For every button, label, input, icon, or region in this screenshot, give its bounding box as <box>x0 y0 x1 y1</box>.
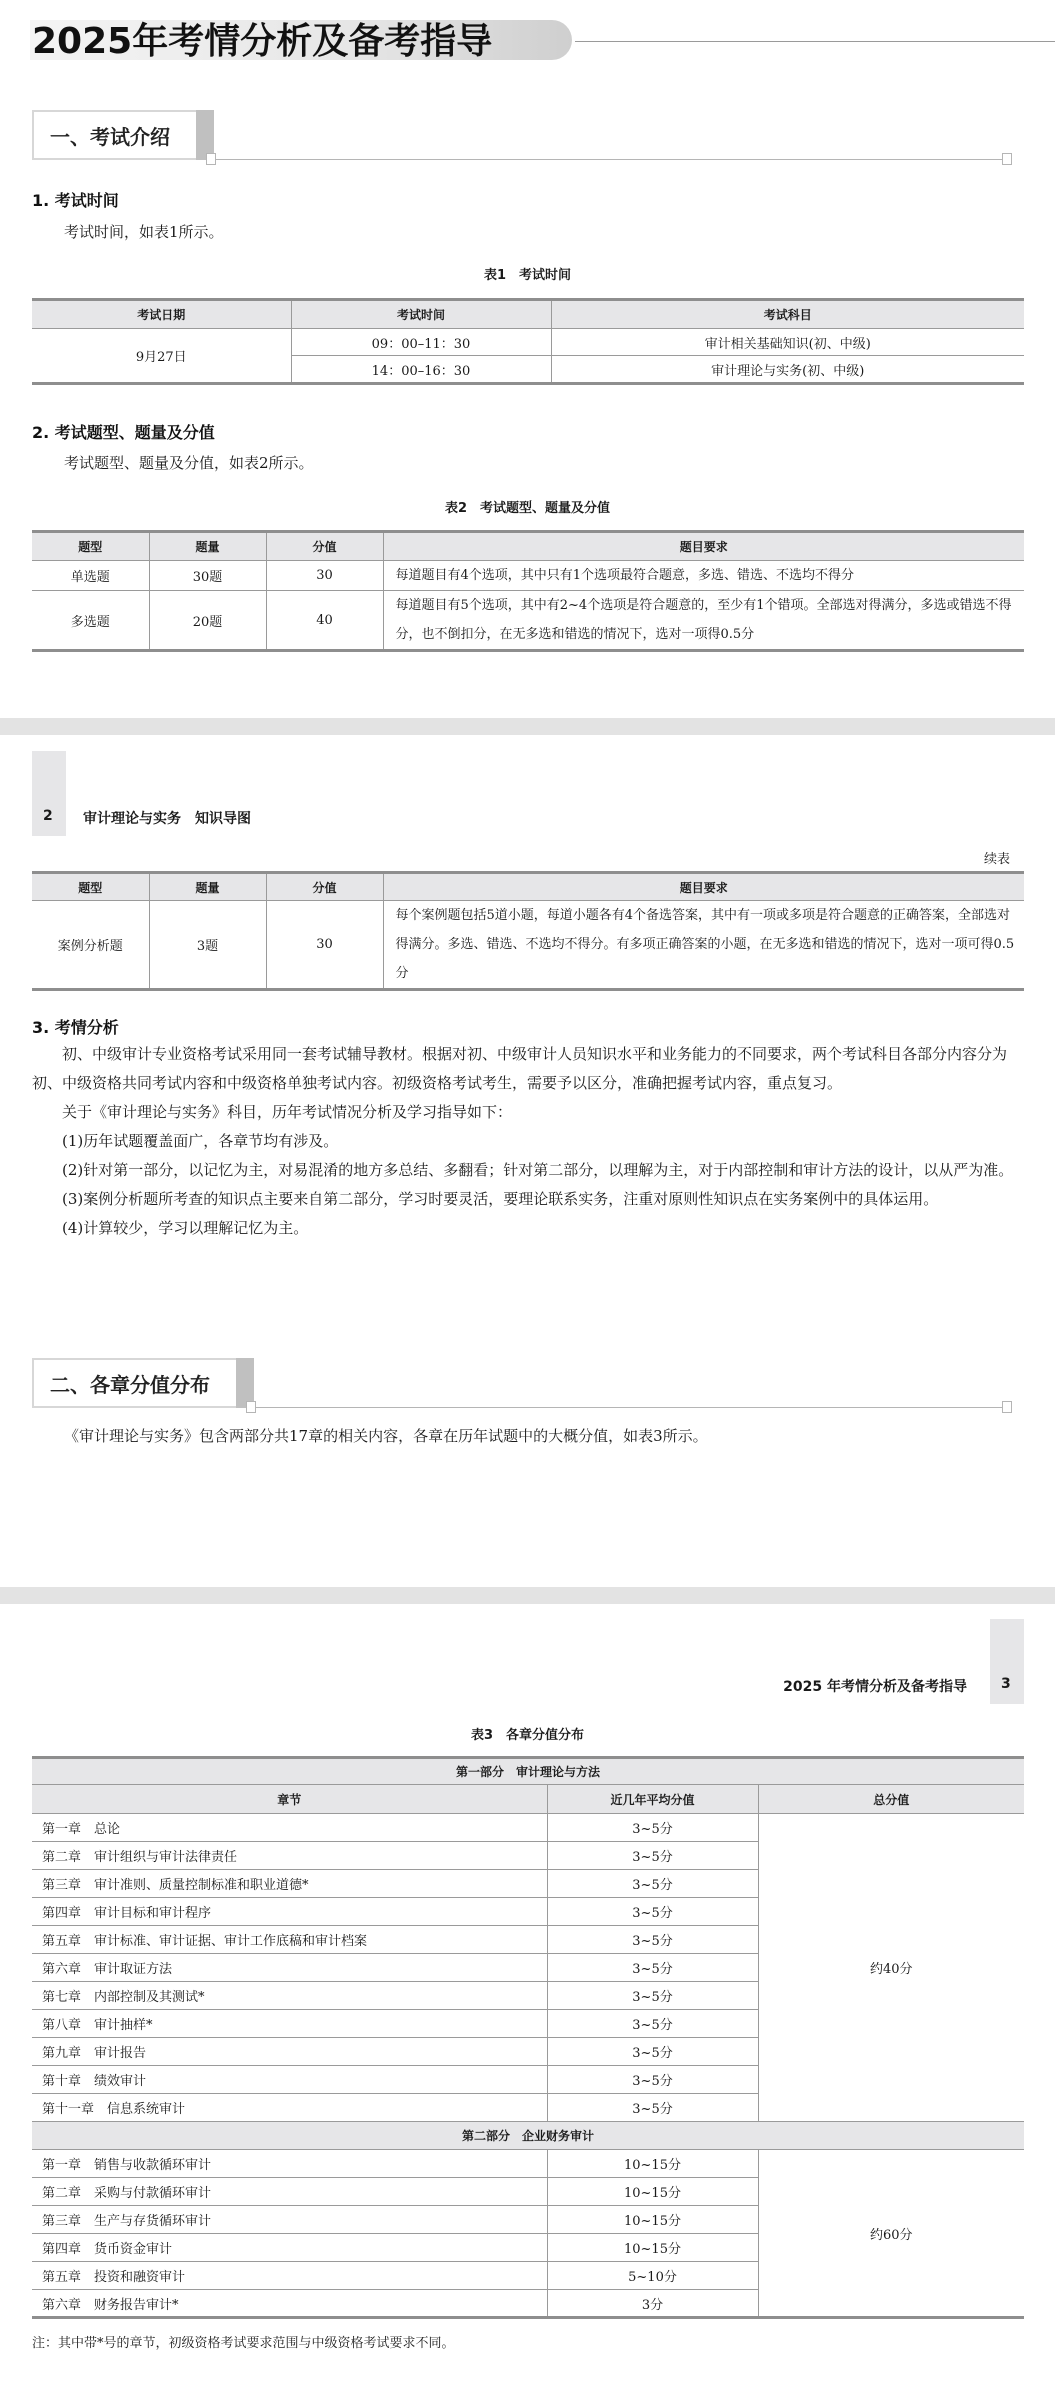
part-header: 第一部分 审计理论与方法 <box>32 1758 1024 1785</box>
cell-score: 3~5分 <box>547 2010 758 2038</box>
section-title: 一、考试介绍 <box>50 124 170 149</box>
paragraph: 关于《审计理论与实务》科目，历年考试情况分析及学习指导如下： <box>62 1103 513 1121</box>
cell-requirement: 每道题目有5个选项，其中有2~4个选项是符合题意的，至少有1个错项。全部选对得满分，多选或错选不得分，也不倒扣分，在无多选和错选的情况下，选对一项得0.5分 <box>383 591 1024 651</box>
column-header: 题量 <box>149 873 266 901</box>
subsection-heading: 3. 考情分析 <box>32 1018 119 1037</box>
section-divider <box>250 1407 1010 1408</box>
part-header: 第二部分 企业财务审计 <box>32 2122 1024 2150</box>
cell-requirement: 每道题目有4个选项，其中只有1个选项最符合题意，多选、错选、不选均不得分 <box>383 561 1024 591</box>
page-number: 3 <box>1001 1676 1011 1692</box>
page-separator <box>0 1587 1055 1604</box>
page-number: 2 <box>43 808 53 824</box>
cell-chapter: 第六章 审计取证方法 <box>32 1954 547 1982</box>
cell-chapter: 第三章 生产与存货循环审计 <box>32 2206 547 2234</box>
cell-chapter: 第七章 内部控制及其测试* <box>32 1982 547 2010</box>
cell-subject: 审计理论与实务(初、中级) <box>551 356 1024 384</box>
paragraph: 考试题型、题量及分值，如表2所示。 <box>64 454 314 472</box>
list-item: (1)历年试题覆盖面广，各章节均有涉及。 <box>62 1132 339 1150</box>
table-row <box>32 1814 1024 1842</box>
paragraph: 《审计理论与实务》包含两部分共17章的相关内容，各章在历年试题中的大概分值，如表3所示。 <box>64 1427 708 1445</box>
question-type-table <box>32 530 1024 652</box>
running-header: 2025 年考情分析及备考指导 <box>783 1679 967 1695</box>
divider-end-marker <box>206 153 216 165</box>
cell-chapter: 第三章 审计准则、质量控制标准和职业道德* <box>32 1870 547 1898</box>
column-header: 近几年平均分值 <box>547 1785 758 1814</box>
cell-score: 5~10分 <box>547 2262 758 2290</box>
cell-score: 3~5分 <box>547 1898 758 1926</box>
cell-score: 3~5分 <box>547 1926 758 1954</box>
document-title-text: 2025年考情分析及备考指导 <box>32 20 493 62</box>
table-caption: 表2 考试题型、题量及分值 <box>444 501 611 516</box>
document-title <box>32 14 492 62</box>
cell-score: 3~5分 <box>547 1814 758 1842</box>
column-header: 题量 <box>149 532 266 561</box>
cell-type: 案例分析题 <box>32 901 149 990</box>
cell-score: 3~5分 <box>547 2094 758 2122</box>
chapter-score-table <box>32 1756 1024 2319</box>
divider-end-marker <box>1002 1401 1012 1413</box>
cell-type: 多选题 <box>32 591 149 651</box>
cell-score: 3~5分 <box>547 1954 758 1982</box>
cell-score: 3分 <box>547 2290 758 2318</box>
section-divider <box>210 159 1010 160</box>
column-header: 题目要求 <box>383 873 1024 901</box>
column-header: 考试时间 <box>291 300 551 329</box>
column-header: 题型 <box>32 873 149 901</box>
cell-score: 30 <box>266 901 383 990</box>
page-separator <box>0 718 1055 735</box>
table-row <box>32 2150 1024 2178</box>
table-caption: 表3 各章分值分布 <box>470 1728 585 1743</box>
cell-time: 14：00–16：30 <box>291 356 551 384</box>
cell-score: 3~5分 <box>547 1982 758 2010</box>
cell-chapter: 第五章 投资和融资审计 <box>32 2262 547 2290</box>
column-header: 考试日期 <box>32 300 291 329</box>
cell-count: 3题 <box>149 901 266 990</box>
column-header: 分值 <box>266 532 383 561</box>
column-header: 题型 <box>32 532 149 561</box>
cell-score: 30 <box>266 561 383 591</box>
list-item: (2)针对第一部分，以记忆为主，对易混淆的地方多总结、多翻看；针对第二部分，以理解为主，对于内部控制和审计方法的设计，以从严为准。 <box>62 1161 1014 1179</box>
table-caption: 表1 考试时间 <box>483 268 572 283</box>
cell-chapter: 第二章 采购与付款循环审计 <box>32 2178 547 2206</box>
cell-score: 3~5分 <box>547 2066 758 2094</box>
cell-type: 单选题 <box>32 561 149 591</box>
section-header-exam-intro <box>32 110 214 160</box>
cell-chapter: 第五章 审计标准、审计证据、审计工作底稿和审计档案 <box>32 1926 547 1954</box>
section-header-chapter-scores <box>32 1358 254 1408</box>
cell-score: 3~5分 <box>547 1870 758 1898</box>
paragraph: 初、中级审计专业资格考试采用同一套考试辅导教材。根据对初、中级审计人员知识水平和业务能力的不同要求，两个考试科目各部分内容分为初、中级资格共同考试内容和中级资格单独考试内容。初级资格考试考生，需要予以区分，准确把握考试内容，重点复习。 <box>32 1045 1008 1092</box>
table-row <box>32 591 1024 651</box>
title-divider <box>575 41 1055 42</box>
section-title: 二、各章分值分布 <box>50 1372 210 1397</box>
cell-exam-date: 9月27日 <box>32 329 291 384</box>
cell-score: 10~15分 <box>547 2206 758 2234</box>
question-type-table-continued <box>32 871 1024 991</box>
cell-score: 10~15分 <box>547 2234 758 2262</box>
cell-chapter: 第一章 总论 <box>32 1814 547 1842</box>
cell-part-total: 约40分 <box>758 1814 1024 2122</box>
table-row <box>32 329 1024 356</box>
cell-score: 10~15分 <box>547 2150 758 2178</box>
cell-chapter: 第四章 审计目标和审计程序 <box>32 1898 547 1926</box>
column-header: 总分值 <box>758 1785 1024 1814</box>
cell-chapter: 第十章 绩效审计 <box>32 2066 547 2094</box>
cell-chapter: 第二章 审计组织与审计法律责任 <box>32 1842 547 1870</box>
table-row <box>32 901 1024 990</box>
list-item: (4)计算较少，学习以理解记忆为主。 <box>62 1219 309 1237</box>
column-header: 分值 <box>266 873 383 901</box>
analysis-body <box>32 1040 1024 1243</box>
column-header: 考试科目 <box>551 300 1024 329</box>
cell-chapter: 第九章 审计报告 <box>32 2038 547 2066</box>
cell-chapter: 第六章 财务报告审计* <box>32 2290 547 2318</box>
divider-end-marker <box>246 1401 256 1413</box>
cell-count: 30题 <box>149 561 266 591</box>
list-item: (3)案例分析题所考查的知识点主要来自第二部分，学习时要灵活，要理论联系实务，注重对原则性知识点在实务案例中的具体运用。 <box>62 1190 939 1208</box>
cell-score: 3~5分 <box>547 1842 758 1870</box>
cell-score: 40 <box>266 591 383 651</box>
cell-chapter: 第一章 销售与收款循环审计 <box>32 2150 547 2178</box>
cell-chapter: 第四章 货币资金审计 <box>32 2234 547 2262</box>
cell-requirement: 每个案例题包括5道小题，每道小题各有4个备选答案，其中有一项或多项是符合题意的正确答案，全部选对得满分。多选、错选、不选均不得分。有多项正确答案的小题，在无多选和错选的情况下，选对一项可得0.5分 <box>383 901 1024 990</box>
table-footnote: 注：其中带*号的章节，初级资格考试要求范围与中级资格考试要求不同。 <box>32 2336 455 2351</box>
divider-end-marker <box>1002 153 1012 165</box>
running-header: 审计理论与实务 知识导图 <box>83 811 251 827</box>
cell-part-total: 约60分 <box>758 2150 1024 2318</box>
cell-score: 10~15分 <box>547 2178 758 2206</box>
continued-label: 续表 <box>983 852 1010 867</box>
subsection-heading: 1. 考试时间 <box>32 191 119 210</box>
exam-time-table <box>32 298 1024 385</box>
paragraph: 考试时间，如表1所示。 <box>64 223 224 241</box>
cell-count: 20题 <box>149 591 266 651</box>
column-header: 题目要求 <box>383 532 1024 561</box>
cell-chapter: 第八章 审计抽样* <box>32 2010 547 2038</box>
cell-score: 3~5分 <box>547 2038 758 2066</box>
cell-subject: 审计相关基础知识(初、中级) <box>551 329 1024 356</box>
column-header: 章节 <box>32 1785 547 1814</box>
table-row <box>32 561 1024 591</box>
cell-time: 09：00–11：30 <box>291 329 551 356</box>
subsection-heading: 2. 考试题型、题量及分值 <box>32 423 215 442</box>
cell-chapter: 第十一章 信息系统审计 <box>32 2094 547 2122</box>
